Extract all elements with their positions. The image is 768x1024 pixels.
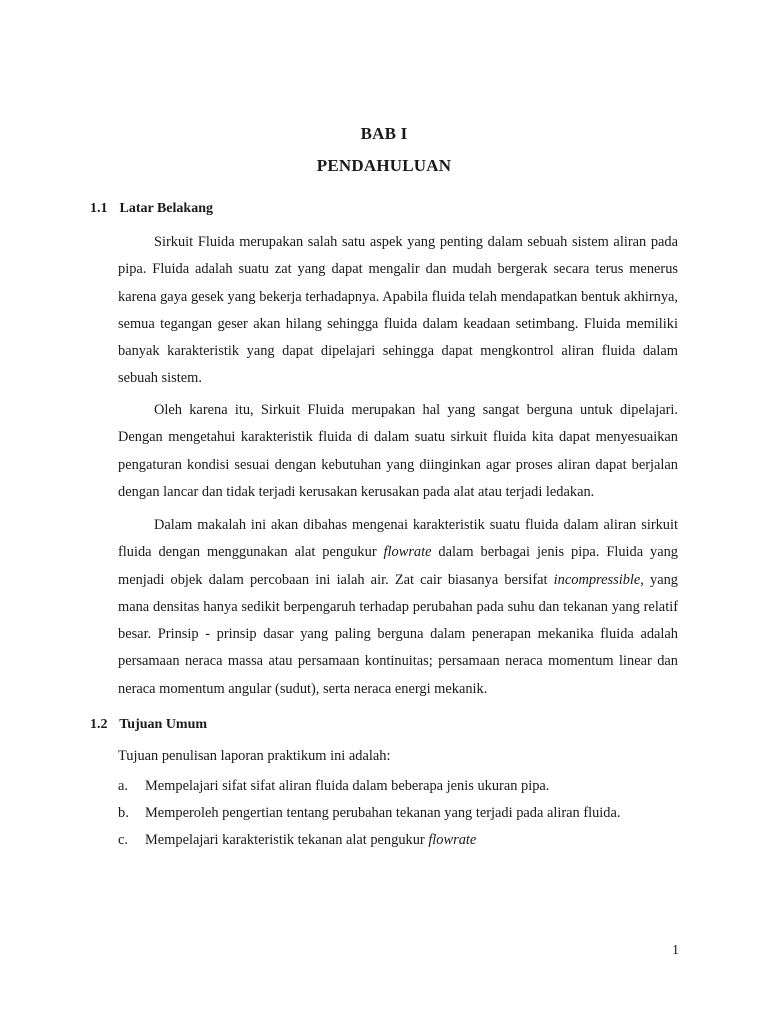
list-marker: c. bbox=[118, 832, 128, 848]
list-item-text: Mempelajari sifat sifat aliran fluida dalam beberapa jenis ukuran pipa. bbox=[145, 778, 550, 794]
italic-term: flowrate bbox=[428, 832, 477, 848]
page-number: 1 bbox=[672, 943, 679, 958]
paragraph: Oleh karena itu, Sirkuit Fluida merupakan hal yang sangat berguna untuk dipelajari. Dengan mengetahui karakteristik fluida di dalam suatu sirkuit fluida kita dapat menyesuaikan pengaturan kondisi sesuai dengan kebutuhan yang diinginkan agar proses aliran dapat berjalan dengan lancar dan tidak terjadi kerusakan kerusakan pada alat atau terjadi ledakan. bbox=[118, 402, 678, 500]
paragraph-text: , yang mana densitas hanya sedikit berpengaruh terhadap perubahan pada suhu dan tekanan yang relatif besar. Prinsip - prinsip dasar yang paling berguna dalam penerapan mekanika fluida adalah persamaan neraca massa atau persamaan kontinuitas; persamaan neraca momentum linear dan neraca momentum angular (sudut), serta neraca energi mekanik. bbox=[118, 571, 679, 697]
list-item bbox=[118, 775, 621, 802]
paragraph-text: Dalam makalah ini akan dibahas mengenai karakteristik suatu fluida dalam aliran sirkuit fluida dengan menggunakan alat pengukur bbox=[118, 517, 678, 561]
list-marker: b. bbox=[118, 805, 129, 821]
chapter-title: PENDAHULUAN bbox=[316, 156, 452, 175]
objectives-list bbox=[118, 775, 621, 856]
list-item bbox=[118, 829, 621, 856]
section-heading-tujuan-umum bbox=[90, 717, 207, 733]
list-marker: a. bbox=[118, 778, 128, 794]
paragraph-text: dalam berbagai jenis pipa. Fluida yang menjadi objek dalam percobaan ini ialah air. Zat cair biasanya bersifat bbox=[118, 544, 678, 588]
list-item-text: Memperoleh pengertian tentang perubahan tekanan yang terjadi pada aliran fluida. bbox=[145, 805, 621, 821]
chapter-number: BAB I bbox=[360, 124, 408, 143]
italic-term: flowrate bbox=[383, 544, 432, 561]
paragraph: Sirkuit Fluida merupakan salah satu aspek yang penting dalam sebuah sistem aliran pada pipa. Fluida adalah suatu zat yang dapat mengalir dan mudah bergerak secara terus menerus karena gaya gesek yang bekerja terhadapnya. Apabila fluida telah mendapatkan bentuk akhirnya, semua tegangan geser akan hilang sehingga fluida dalam keadaan setimbang. Fluida memiliki banyak karakteristik yang dapat dipelajari sehingga dapat mengkontrol aliran fluida dalam sebuah sistem. bbox=[118, 234, 678, 387]
list-item-text: Mempelajari karakteristik tekanan alat pengukur bbox=[145, 832, 429, 848]
section-title: Tujuan Umum bbox=[119, 717, 208, 732]
list-intro: Tujuan penulisan laporan praktikum ini adalah: bbox=[118, 748, 391, 764]
italic-term: incompressible bbox=[553, 571, 641, 588]
list-item bbox=[118, 802, 621, 829]
section-heading-latar-belakang bbox=[90, 201, 213, 217]
paragraph bbox=[118, 512, 678, 703]
section-number: 1.2 bbox=[90, 717, 108, 732]
section-number: 1.1 bbox=[90, 201, 108, 216]
section-title: Latar Belakang bbox=[119, 201, 213, 216]
